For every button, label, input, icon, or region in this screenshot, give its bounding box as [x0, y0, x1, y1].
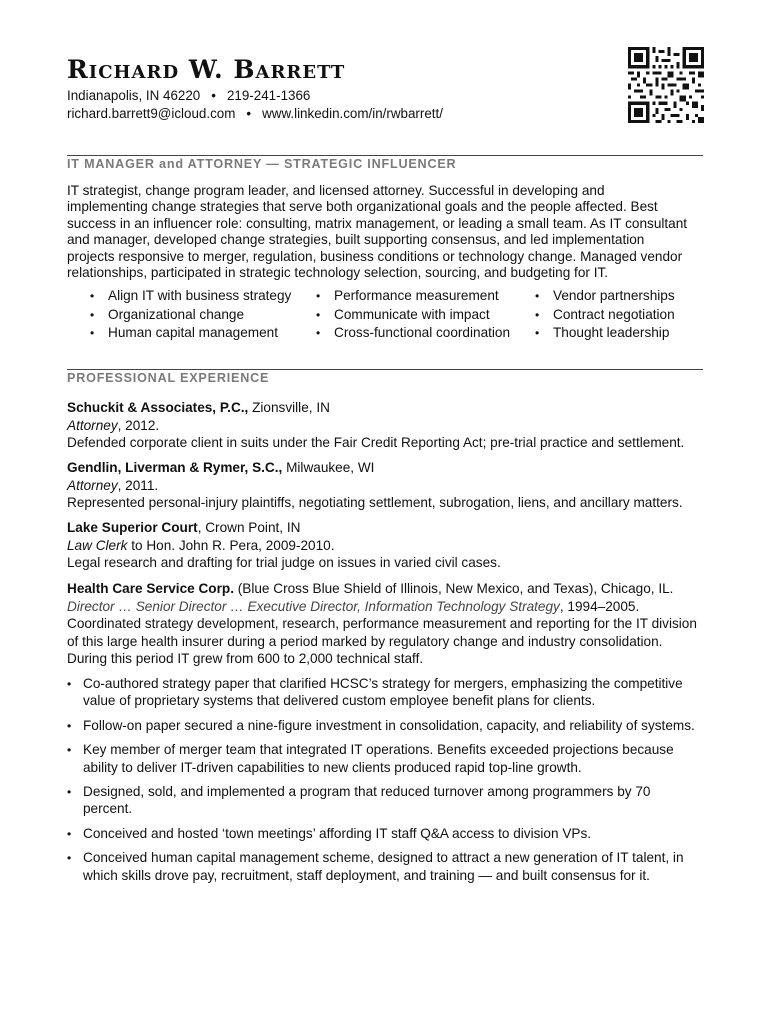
section-divider: [67, 369, 703, 370]
skill-item: • Contract negotiation: [535, 306, 675, 325]
separator-bullet: •: [211, 88, 216, 103]
job-entry: [67, 580, 707, 668]
job-header: [67, 519, 707, 537]
skill-item: • Human capital management: [90, 324, 291, 343]
achievement-item: • Conceived and hosted ‘town meetings’ affording IT staff Q&A access to division VPs.: [67, 825, 699, 842]
section-divider: [67, 155, 703, 156]
job-role-line: [67, 537, 707, 555]
summary-line: success in an influencer role: consulting, matrix management, or leading a small team. As IT consultant: [67, 215, 688, 231]
skill-item: • Performance measurement: [316, 287, 510, 306]
job-employer: Health Care Service Corp.: [67, 581, 234, 596]
job-dates: to Hon. John R. Pera, 2009-2010.: [127, 537, 335, 553]
skill-item: • Vendor partnerships: [535, 287, 675, 306]
job-location: (Blue Cross Blue Shield of Illinois, New Mexico, and Texas), Chicago, IL.: [233, 581, 674, 596]
contact-phone[interactable]: 219-241-1366: [226, 88, 311, 103]
skills-column: [90, 287, 291, 343]
job-dates: , 2012.: [117, 417, 160, 433]
summary-line: IT strategist, change program leader, and licensed attorney. Successful in developing and: [67, 183, 605, 198]
skill-item: • Thought leadership: [535, 324, 675, 343]
skill-item: • Communicate with impact: [316, 306, 510, 325]
job-entry: [67, 399, 707, 452]
achievement-item: • Designed, sold, and implemented a program that reduced turnover among programmers by 70 percent.: [67, 783, 699, 818]
job-header: [67, 580, 707, 598]
summary-line: and manager, developed change strategies, built supporting consensus, and led implementation: [67, 232, 645, 248]
job-role-line: [67, 598, 707, 616]
achievements-list: [67, 675, 699, 884]
job-entry: [67, 519, 707, 572]
job-role-line: [67, 417, 707, 435]
separator-bullet: •: [246, 106, 252, 121]
skill-item: • Organizational change: [90, 306, 291, 325]
qr-code-icon[interactable]: [628, 47, 704, 123]
job-description: Legal research and drafting for trial judge on issues in varied civil cases.: [67, 555, 501, 571]
job-role: Law Clerk: [67, 537, 128, 553]
job-location: Zionsville, IN: [248, 400, 330, 415]
skill-item: • Align IT with business strategy: [90, 287, 291, 306]
achievement-item: • Conceived human capital management scheme, designed to attract a new generation of IT talent, in which skills drove pay, recruitment, staff deployment, and training — and built consensus for it.: [67, 849, 699, 884]
job-header: [67, 399, 707, 417]
skills-column: [535, 287, 675, 343]
job-employer: Lake Superior Court: [67, 520, 198, 535]
summary-paragraph: [67, 183, 707, 281]
job-role-line: [67, 477, 707, 495]
job-dates: , 2011.: [117, 477, 159, 493]
resume-name: Richard W. Barrett: [67, 55, 346, 84]
summary-line: implementing change strategies that serve both organizational goals and the people affected. Best: [67, 199, 658, 215]
job-employer: Schuckit & Associates, P.C.,: [67, 400, 249, 415]
job-role: Attorney: [67, 477, 118, 493]
job-description: Represented personal-injury plaintiffs, negotiating settlement, subrogation, liens, and ancillary matters.: [67, 495, 683, 511]
achievement-item: • Co-authored strategy paper that clarified HCSC’s strategy for mergers, emphasizing the competitive value of proprietary systems that delivered custom employee benefit plans for clients.: [67, 675, 699, 710]
contact-city: Indianapolis, IN 46220: [67, 88, 201, 103]
contact-line-1: [67, 88, 310, 103]
job-entry: [67, 459, 707, 512]
skills-column: [316, 287, 510, 343]
summary-line: projects responsive to merger, regulation, business conditions or technology change. Managed vendor: [67, 248, 683, 264]
contact-email[interactable]: richard.barrett9@icloud.com: [67, 106, 236, 121]
contact-linkedin[interactable]: www.linkedin.com/in/rwbarrett/: [262, 106, 443, 121]
job-dates: , 1994–2005.: [559, 598, 640, 614]
job-header: [67, 459, 707, 477]
contact-line-2: [67, 106, 443, 121]
summary-heading: IT MANAGER and ATTORNEY — STRATEGIC INFLUENCER: [67, 157, 457, 171]
job-description: Coordinated strategy development, research, performance measurement and reporting for the IT division of this large health insurer during a period marked by regulatory change and industry consolidation. During this period IT grew from 600 to 2,000 technical staff.: [67, 616, 697, 667]
experience-heading: PROFESSIONAL EXPERIENCE: [67, 371, 270, 385]
job-location: , Crown Point, IN: [197, 520, 301, 535]
job-location: Milwaukee, WI: [282, 460, 375, 475]
achievement-item: • Key member of merger team that integrated IT operations. Benefits exceeded projections because ability to deliver IT-driven capabilities to new clients produced rapid top-line growth.: [67, 741, 699, 776]
summary-line: relationships, participated in strategic technology selection, sourcing, and budgeting for IT.: [67, 265, 609, 281]
job-employer: Gendlin, Liverman & Rymer, S.C.,: [67, 460, 283, 475]
job-role: Attorney: [67, 417, 118, 433]
skill-item: • Cross-functional coordination: [316, 324, 510, 343]
job-description: Defended corporate client in suits under the Fair Credit Reporting Act; pre-trial practice and settlement.: [67, 435, 685, 451]
achievement-item: • Follow-on paper secured a nine-figure investment in consolidation, capacity, and reliability of systems.: [67, 717, 699, 734]
job-role: Director … Senior Director … Executive Director, Information Technology Strategy: [67, 598, 560, 614]
